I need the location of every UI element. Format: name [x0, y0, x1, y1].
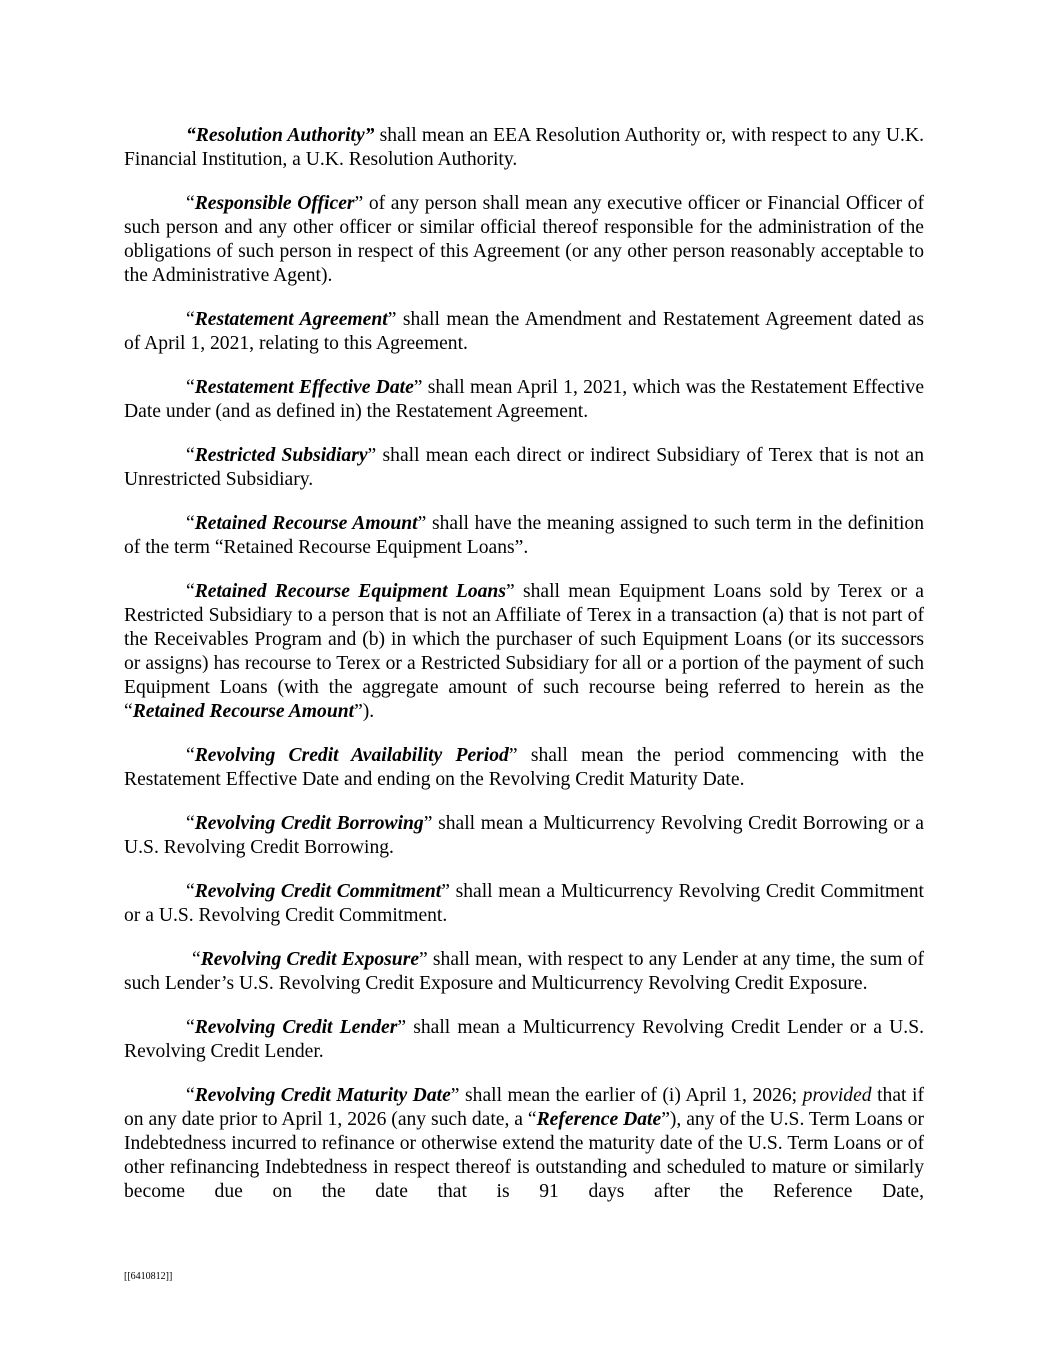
definition-text: shall mean April 1, 2021, which was the Restatement Effective Date under (and as defined in) the Restatement Agreement. [124, 377, 925, 422]
defined-term: Responsible Officer [194, 193, 355, 214]
defined-term-inline: Reference Date [536, 1109, 662, 1130]
definition-restatement-agreement: “Restatement Agreement” shall mean the Amendment and Restatement Agreement dated as of April 1, 2021, relating to this Agreement. [124, 309, 924, 354]
definition-retained-recourse-amount: “Retained Recourse Amount” shall have the meaning assigned to such term in the definition of the term “Retained Recourse Equipment Loans”. [124, 513, 924, 558]
definition-text-end: ”). [354, 701, 375, 722]
definition-restatement-effective-date: “Restatement Effective Date” shall mean April 1, 2021, which was the Restatement Effective Date under (and as defined in) the Restatement Agreement. [124, 377, 925, 422]
defined-term: Retained Recourse Amount [194, 513, 418, 534]
definition-text: shall have the meaning assigned to such term in the definition of the term “Retained Recourse Equipment Loans”. [124, 513, 924, 558]
defined-term: Retained Recourse Equipment Loans [194, 581, 506, 602]
definition-revolving-credit-exposure: “Revolving Credit Exposure” shall mean, with respect to any Lender at any time, the sum of such Lender’s U.S. Revolving Credit Exposure and Multicurrency Revolving Credit Exposure. [124, 949, 924, 994]
definition-revolving-credit-lender: “Revolving Credit Lender” shall mean a Multicurrency Revolving Credit Lender or a U.S. Revolving Credit Lender. [124, 1017, 925, 1062]
defined-term: Revolving Credit Borrowing [194, 813, 424, 834]
definition-text: shall mean a Multicurrency Revolving Credit Lender or a U.S. Revolving Credit Lender. [124, 1017, 925, 1062]
definition-text: shall mean a Multicurrency Revolving Credit Borrowing or a U.S. Revolving Credit Borrowing. [124, 813, 924, 858]
definition-text: shall mean each direct or indirect Subsidiary of Terex that is not an Unrestricted Subsidiary. [124, 445, 924, 490]
definition-text: shall mean the Amendment and Restatement Agreement dated as of April 1, 2021, relating to this Agreement. [124, 309, 924, 354]
proviso-word: provided [802, 1085, 872, 1106]
definition-resolution-authority [124, 124, 924, 172]
definition-text: shall mean a Multicurrency Revolving Credit Commitment or a U.S. Revolving Credit Commitment. [124, 881, 925, 926]
defined-term: Revolving Credit Maturity Date [194, 1085, 451, 1106]
definition-responsible-officer: “Responsible Officer” of any person shall mean any executive officer or Financial Officer of such person and any other officer or similar official thereof responsible for the administration of the obligations of such person in respect of this Agreement (or any other person reasonably acceptable to the Administrative Agent). [124, 193, 924, 286]
definition-text-end: ”), any of the U.S. Term Loans or Indebtedness incurred to refinance or otherwise extend the maturity date of the U.S. Term Loans or of other refinancing Indebtedness in respect thereof is outstanding and scheduled to mature or similarly become due on the date that is 91 days after the Reference Date, [124, 1109, 925, 1202]
defined-term: Restricted Subsidiary [194, 445, 368, 466]
definition-text: shall mean an EEA Resolution Authority or, with respect to any U.K. Financial Institution, a U.K. Resolution Authority. [124, 125, 924, 170]
definition-revolving-credit-commitment: “Revolving Credit Commitment” shall mean a Multicurrency Revolving Credit Commitment or a U.S. Revolving Credit Commitment. [124, 881, 925, 926]
defined-term: Revolving Credit Availability Period [194, 745, 509, 766]
definition-restricted-subsidiary: “Restricted Subsidiary” shall mean each direct or indirect Subsidiary of Terex that is not an Unrestricted Subsidiary. [124, 445, 924, 490]
document-id-footer: [[6410812]] [124, 1271, 173, 1282]
definition-text: shall mean the earlier of (i) April 1, 2026; [459, 1085, 803, 1106]
definition-revolving-credit-availability-period: “Revolving Credit Availability Period” shall mean the period commencing with the Restatement Effective Date and ending on the Revolving Credit Maturity Date. [124, 745, 924, 790]
definition-text: of any person shall mean any executive officer or Financial Officer of such person and any other officer or similar official thereof responsible for the administration of the obligations of such person in respect of this Agreement (or any other person reasonably acceptable to the Administrative Agent). [124, 193, 924, 286]
definition-text: shall mean the period commencing with the Restatement Effective Date and ending on the Revolving Credit Maturity Date. [124, 745, 924, 790]
definition-text: shall mean Equipment Loans sold by Terex or a Restricted Subsidiary to a person that is not an Affiliate of Terex in a transaction (a) that is not part of the Receivables Program and (b) in which the purchaser of such Equipment Loans (or its successors or assigns) has recourse to Terex or a Restricted Subsidiary for all or a portion of the payment of such Equipment Loans (with the aggregate amount of such recourse being referred to herein as the “ [124, 581, 924, 722]
defined-term: Revolving Credit Commitment [194, 881, 442, 902]
document-page [124, 124, 924, 1224]
definition-retained-recourse-equipment-loans: “Retained Recourse Equipment Loans” shall mean Equipment Loans sold by Terex or a Restricted Subsidiary to a person that is not an Affiliate of Terex in a transaction (a) that is not part of the Receivables Program and (b) in which the purchaser of such Equipment Loans (or its successors or assigns) has recourse to Terex or a Restricted Subsidiary for all or a portion of the payment of such Equipment Loans (with the aggregate amount of such recourse being referred to herein as the “Retained Recourse Amount”). [124, 581, 924, 722]
defined-term: Restatement Agreement [194, 309, 388, 330]
defined-term: “Resolution Authority” [186, 125, 375, 146]
definition-revolving-credit-maturity-date: “Revolving Credit Maturity Date” shall mean the earlier of (i) April 1, 2026; provided that if on any date prior to April 1, 2026 (any such date, a “Reference Date”), any of the U.S. Term Loans or Indebtedness incurred to refinance or otherwise extend the maturity date of the U.S. Term Loans or of other refinancing Indebtedness in respect thereof is outstanding and scheduled to mature or similarly become due on the date that is 91 days after the Reference Date, [124, 1085, 925, 1202]
defined-term-inline: Retained Recourse Amount [132, 701, 355, 722]
definition-text: shall mean, with respect to any Lender at any time, the sum of such Lender’s U.S. Revolving Credit Exposure and Multicurrency Revolving Credit Exposure. [124, 949, 924, 994]
defined-term: Revolving Credit Exposure [200, 949, 420, 970]
definition-revolving-credit-borrowing: “Revolving Credit Borrowing” shall mean a Multicurrency Revolving Credit Borrowing or a U.S. Revolving Credit Borrowing. [124, 813, 924, 858]
defined-term: Revolving Credit Lender [194, 1017, 398, 1038]
defined-term: Restatement Effective Date [194, 377, 414, 398]
definition-text-cont: that if on any date prior to April 1, 2026 (any such date, a “ [124, 1085, 924, 1130]
